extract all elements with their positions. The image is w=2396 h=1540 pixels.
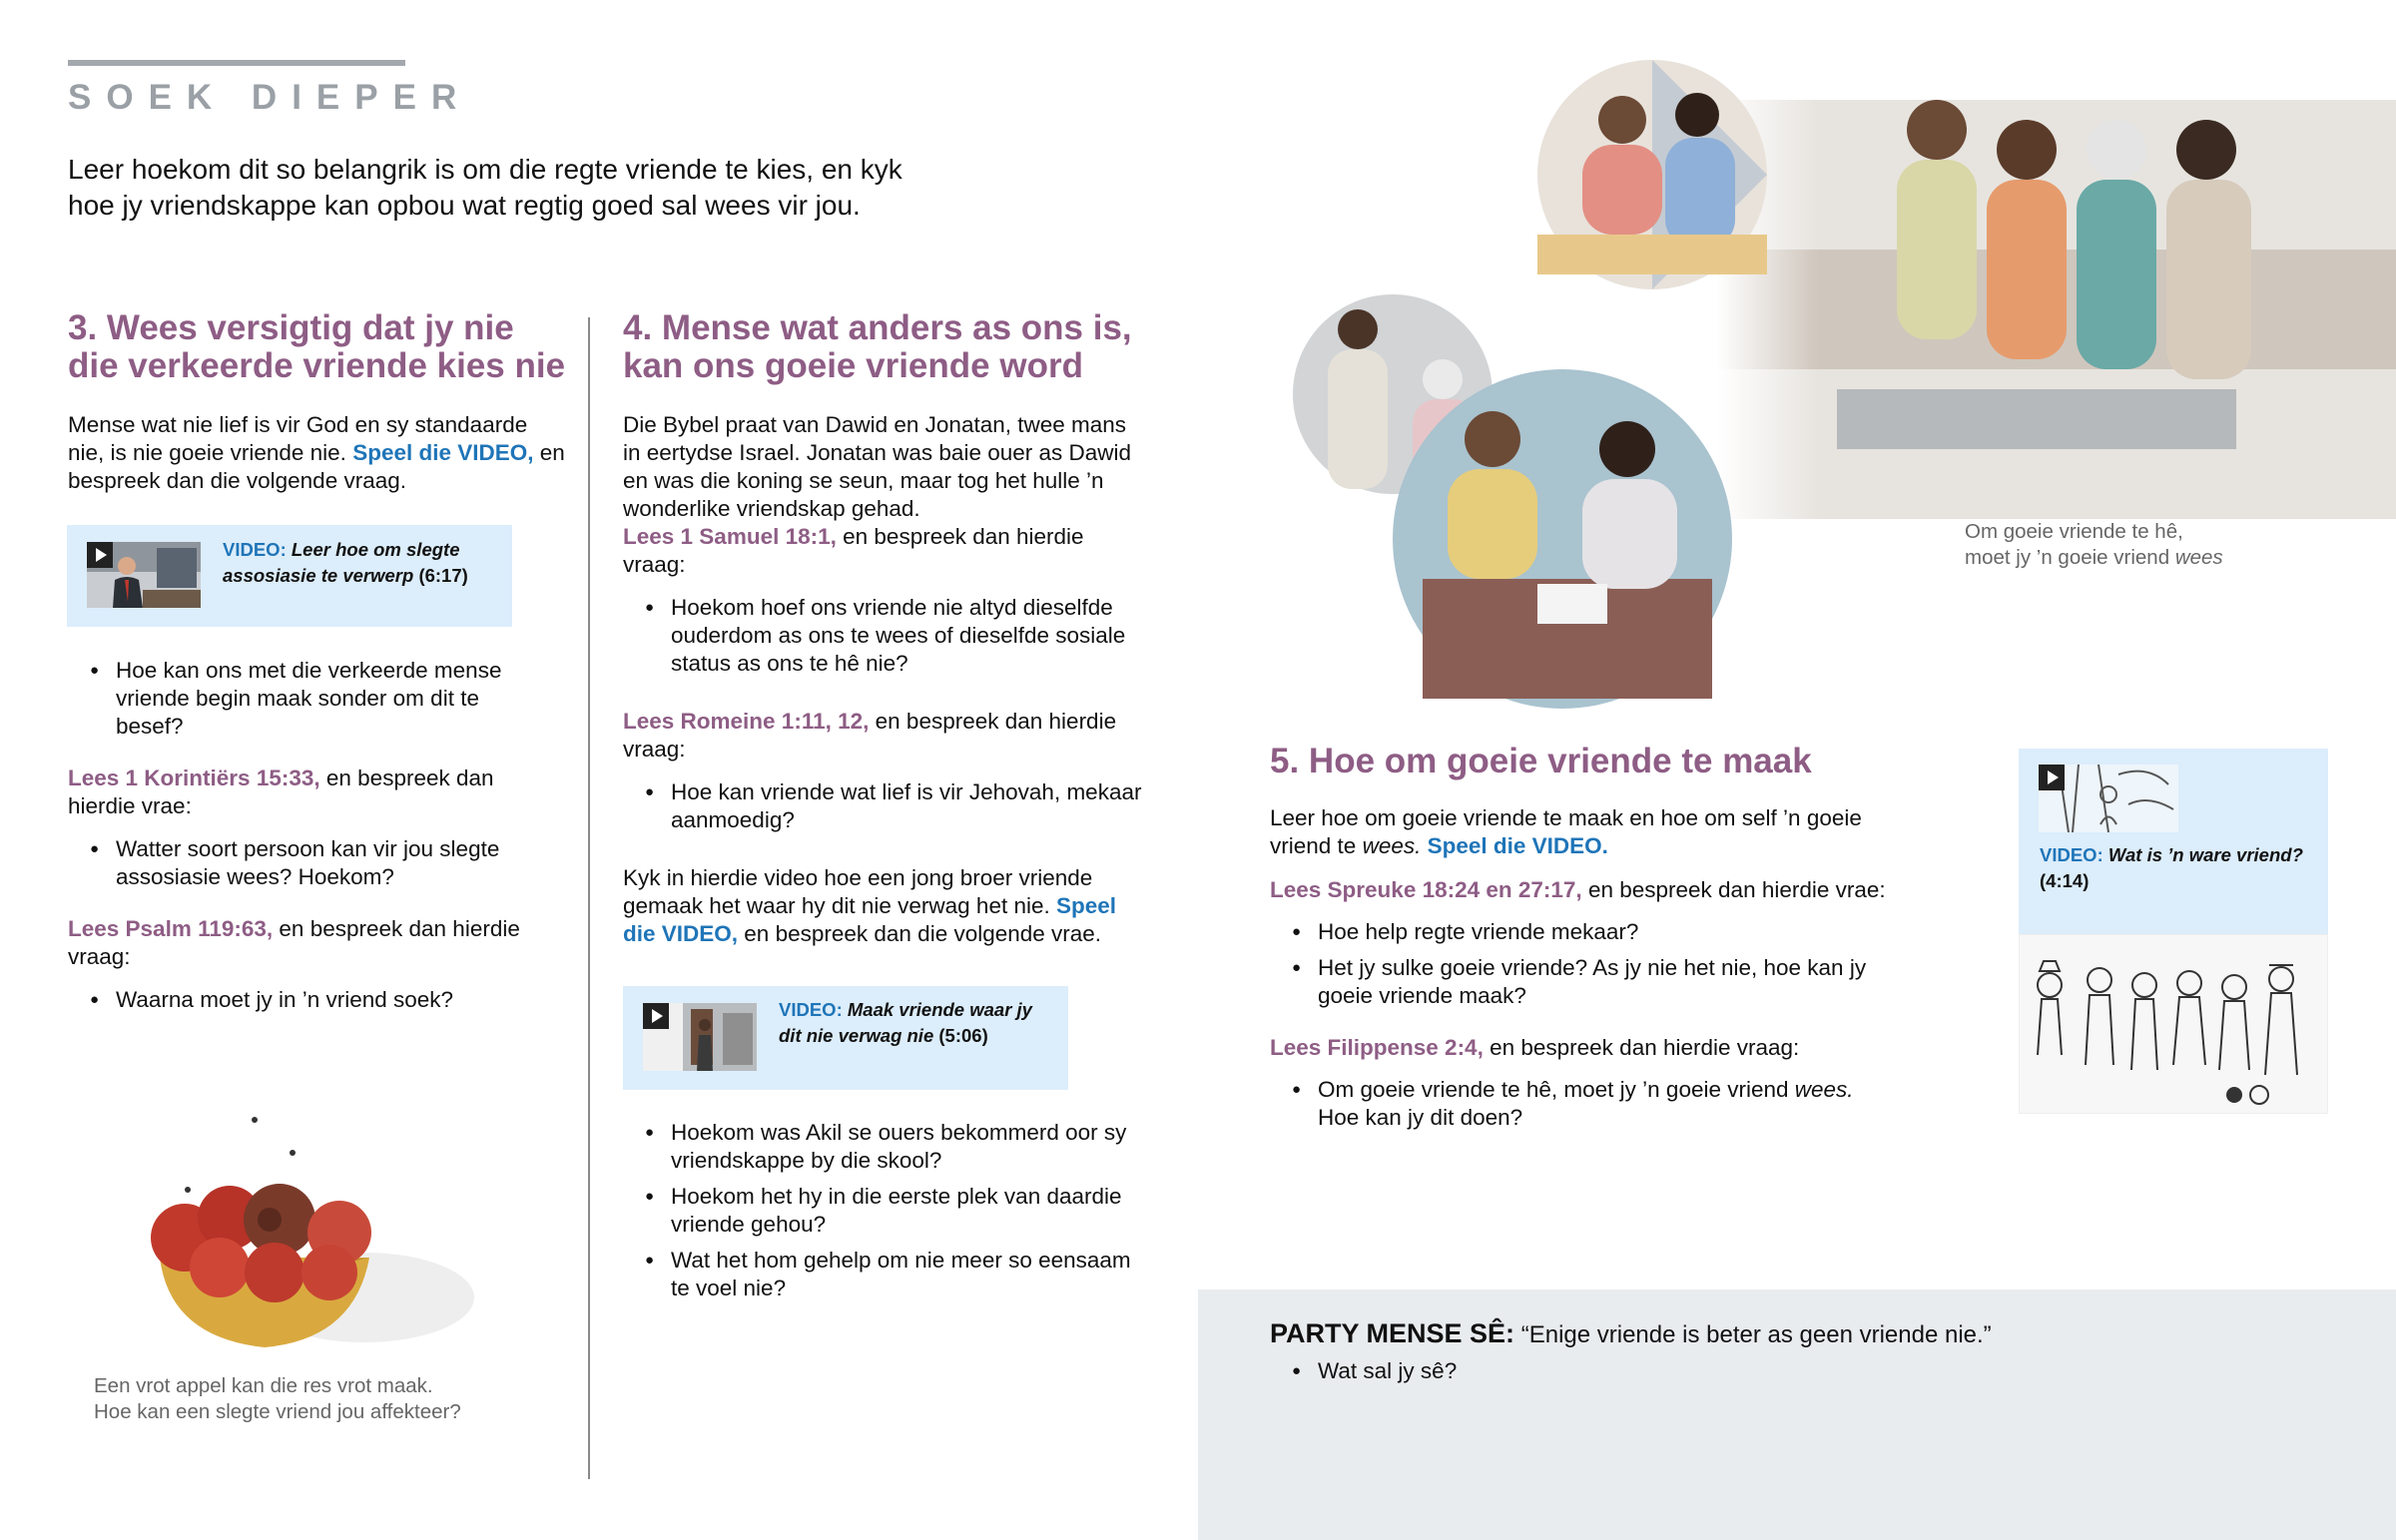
scripture-reference[interactable]: Lees Filippense 2:4, <box>1270 1035 1484 1060</box>
video-duration: (4:14) <box>2040 870 2090 891</box>
scripture-reference[interactable]: Lees Psalm 119:63, <box>68 916 274 941</box>
kicker-rule <box>68 60 405 66</box>
section-5-question-list-1 <box>1270 918 1889 1010</box>
apple-caption: Een vrot appel kan die res vrot maak. Hoe kan een slegte vriend jou affekteer? <box>94 1374 461 1423</box>
scripture-reading: Lees 1 Korintiërs 15:33, en bespreek dan hierdie vrae: <box>68 766 494 818</box>
question-item: ● Waarna moet jy in ’n vriend soek? <box>68 986 537 1014</box>
video-thumbnail[interactable] <box>87 542 201 608</box>
section-4-question-list-1 <box>623 594 1142 678</box>
scripture-reference[interactable]: Lees 1 Korintiërs 15:33, <box>68 766 320 790</box>
play-icon[interactable] <box>643 1003 669 1029</box>
question-item: ● Hoe kan vriende wat lief is vir Jehovah, mekaar aanmoedig? <box>623 778 1142 834</box>
video-thumbnail[interactable] <box>2039 765 2178 832</box>
scripture-reading: Lees Filippense 2:4, en bespreek dan hierdie vraag: <box>1270 1035 1800 1060</box>
section-4-title: 4. Mense wat anders as ons is, kan ons goeie vriende word <box>623 308 1132 385</box>
video-label: VIDEO: <box>2040 844 2103 865</box>
video-card-section-3[interactable] <box>67 525 512 627</box>
question-item: ● Wat sal jy sê? <box>1270 1357 2318 1385</box>
party-mense-se <box>1270 1317 2318 1385</box>
section-3-question-list-1 <box>68 657 537 741</box>
scripture-reference[interactable]: Lees Romeine 1:11, 12, <box>623 709 870 734</box>
section-5-title: 5. Hoe om goeie vriende te maak <box>1270 742 1812 780</box>
section-3-title: 3. Wees versigtig dat jy nie die verkeerde vriende kies nie <box>68 308 566 385</box>
party-question-list <box>1270 1357 2318 1385</box>
illustration-caption: Om goeie vriende te hê, moet jy ’n goeie vriend wees <box>1965 520 2223 569</box>
scripture-reading: Lees Spreuke 18:24 en 27:17, en bespreek dan hierdie vrae: <box>1270 877 1886 902</box>
question-item: ● Hoekom was Akil se ouers bekommerd oor sy vriendskappe by die skool? <box>623 1119 1142 1175</box>
friendship-illustration <box>1238 60 2396 709</box>
video-card-section-5[interactable] <box>2019 749 2328 934</box>
question-item: ● Wat het hom gehelp om nie meer so eensaam te voel nie? <box>623 1247 1142 1302</box>
video-card-section-4[interactable] <box>623 986 1068 1090</box>
play-video-link[interactable]: Speel die VIDEO. <box>1427 833 1608 858</box>
play-video-link[interactable]: Speel die VIDEO, <box>352 440 534 465</box>
play-icon[interactable] <box>2039 765 2065 790</box>
section-5-paragraph: Leer hoe om goeie vriende te maak en hoe om self ’n goeie vriend te wees. Speel die VIDEO. <box>1270 805 1862 858</box>
question-item: ● Watter soort persoon kan vir jou slegte assosiasie wees? Hoekom? <box>68 835 537 891</box>
scripture-reading: Lees Romeine 1:11, 12, en bespreek dan hierdie vraag: <box>623 709 1117 762</box>
scripture-reference[interactable]: Lees 1 Samuel 18:1, <box>623 524 837 549</box>
section-4-paragraph: Die Bybel praat van Dawid en Jonatan, twee mans in eertydse Israel. Jonatan was baie ouer as Dawid en was die koning se seun, maar tog het hulle ’n wonderlike vriendskap gehad. <box>623 412 1132 521</box>
section-3 <box>68 309 567 495</box>
question-item: ● Hoekom het hy in die eerste plek van daardie vriende gehou? <box>623 1183 1142 1239</box>
section-kicker: SOEK DIEPER <box>68 78 472 117</box>
play-video-link[interactable]: Speel die VIDEO, <box>623 893 1117 946</box>
cartoon-crowd-illustration <box>2019 934 2328 1114</box>
scripture-reading: Lees 1 Samuel 18:1, en bespreek dan hierdie vraag: <box>623 524 1084 577</box>
section-5-question-list-2 <box>1270 1076 1889 1132</box>
section-5 <box>1270 743 1889 1132</box>
scripture-reading: Lees Psalm 119:63, en bespreek dan hierdie vraag: <box>68 916 520 969</box>
section-3-question-list-3 <box>68 986 537 1014</box>
video-thumbnail[interactable] <box>643 1003 757 1071</box>
question-item: ● Het jy sulke goeie vriende? As jy nie het nie, hoe kan jy goeie vriende maak? <box>1270 954 1889 1010</box>
apple-bowl-illustration <box>130 1108 489 1357</box>
section-4-question-list-2 <box>623 778 1142 834</box>
party-label: PARTY MENSE SÊ: <box>1270 1318 1515 1348</box>
video-title: Wat is ’n ware vriend? <box>2107 844 2303 865</box>
section-3-question-list-2 <box>68 835 537 891</box>
play-icon[interactable] <box>87 542 113 568</box>
question-item: ● Hoe kan ons met die verkeerde mense vriende begin maak sonder om dit te besef? <box>68 657 537 741</box>
section-4 <box>623 309 1142 948</box>
video-title: Leer hoe om slegte assosiasie te verwerp <box>223 539 460 586</box>
video-label: VIDEO: <box>223 539 287 560</box>
section-4-question-list-3 <box>623 1119 1142 1302</box>
intro-text: Leer hoekom dit so belangrik is om die regte vriende te kies, en kyk hoe jy vriendskappe kan opbou wat regtig goed sal wees vir jou. <box>68 154 902 221</box>
party-quote: “Enige vriende is beter as geen vriende nie.” <box>1520 1321 1992 1348</box>
column-divider <box>588 317 590 1479</box>
question-item: ● Om goeie vriende te hê, moet jy ’n goeie vriend wees. Hoe kan jy dit doen? <box>1270 1076 1889 1132</box>
video-title: Maak vriende waar jy dit nie verwag nie <box>779 999 1032 1046</box>
question-item: ● Hoekom hoef ons vriende nie altyd dieselfde ouderdom as ons te wees of dieselfde sosiale status as ons te hê nie? <box>623 594 1142 678</box>
question-item: ● Hoe help regte vriende mekaar? <box>1270 918 1889 946</box>
video-duration: (5:06) <box>938 1025 988 1046</box>
video-duration: (6:17) <box>418 565 468 586</box>
video-label: VIDEO: <box>779 999 843 1020</box>
section-4-paragraph-2: Kyk in hierdie video hoe een jong broer vriende gemaak het waar hy dit nie verwag het nie. Speel die VIDEO, en bespreek dan die volgende vrae. <box>623 865 1117 946</box>
scripture-reference[interactable]: Lees Spreuke 18:24 en 27:17, <box>1270 877 1582 902</box>
section-3-paragraph: Mense wat nie lief is vir God en sy standaarde nie, is nie goeie vriende nie. Speel die VIDEO, en bespreek dan die volgende vraag. <box>68 412 565 493</box>
